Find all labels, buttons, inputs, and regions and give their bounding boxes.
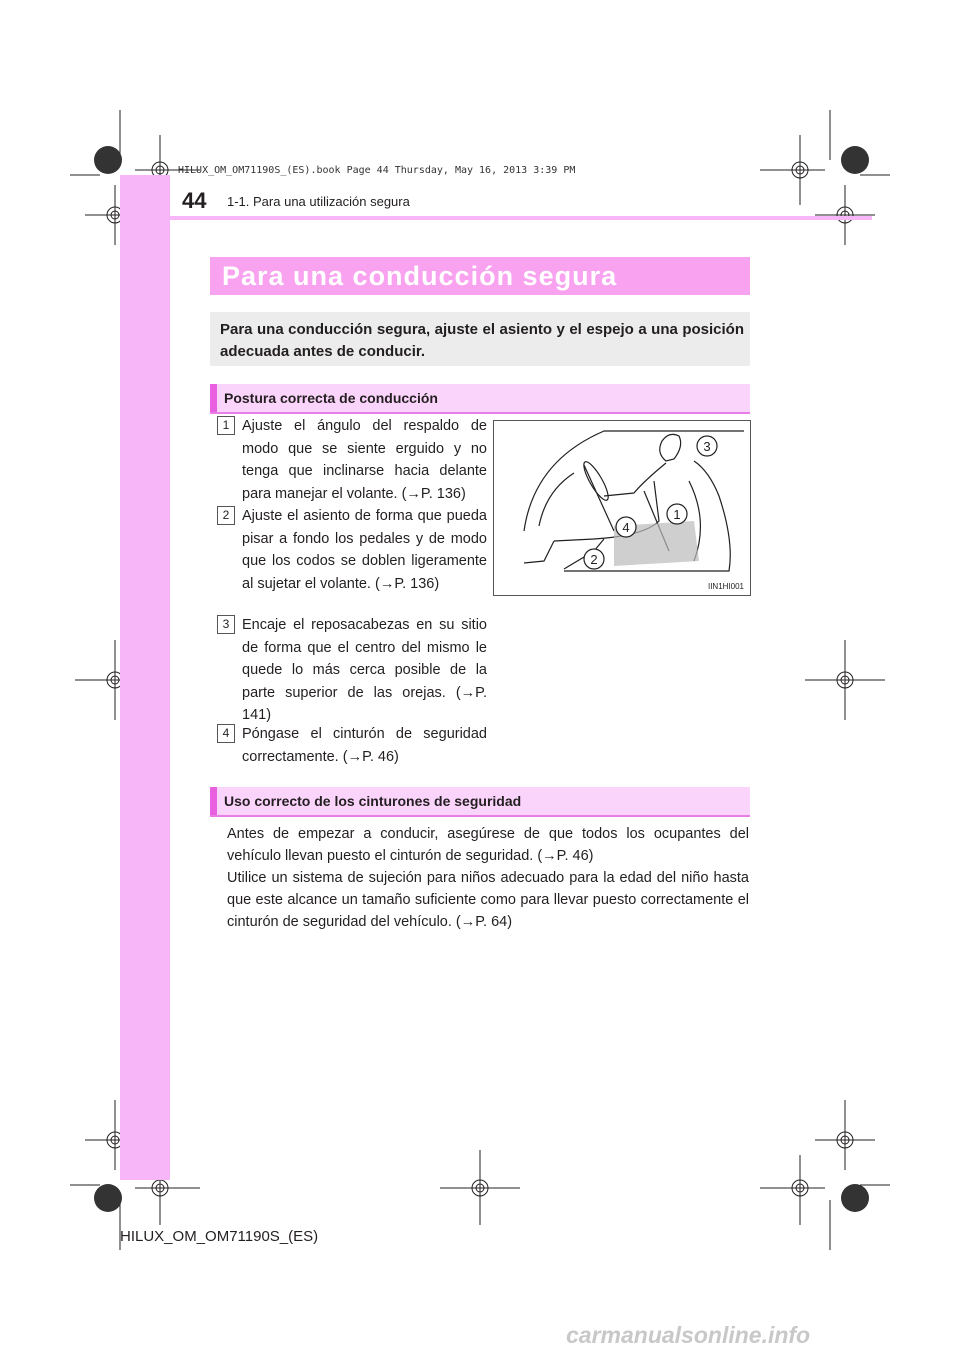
item-number: 3 <box>217 615 235 634</box>
footer-code: HILUX_OM_OM71190S_(ES) <box>120 1228 319 1245</box>
list-item <box>217 723 489 769</box>
driving-posture-illustration <box>493 420 751 596</box>
paragraph: Antes de empezar a conducir, asegúrese de que todos los ocupantes del vehículo llevan puesto el cinturón de seguridad. (→P. 46) <box>227 826 749 864</box>
list-item <box>217 505 489 617</box>
header-rule <box>120 216 872 220</box>
driver-seat-drawing <box>494 421 750 595</box>
item-number: 1 <box>217 416 235 435</box>
callout-3: 3 <box>703 439 711 454</box>
book-stamp: HILUX_OM_OM71190S_(ES).book Page 44 Thursday, May 16, 2013 3:39 PM <box>178 165 576 176</box>
item-number: 4 <box>217 724 235 743</box>
intro-text: Para una conducción segura, ajuste el asiento y el espejo a una posición adecuada antes de conducir. <box>220 321 744 360</box>
item-text: Ajuste el asiento de forma que pueda pisar a fondo los pedales y de modo que los codos se doblen ligeramente al sujetar el volante. (→P. 136) <box>242 508 487 592</box>
title-band <box>210 257 750 295</box>
section-heading-text: Uso correcto de los cinturones de seguridad <box>224 793 522 809</box>
item-text: Encaje el reposacabezas en su sitio de forma que el centro del mismo le quede lo más cerca posible de la parte superior de las orejas. (→P. 141) <box>242 617 487 723</box>
page-title: Para una conducción segura <box>222 261 618 291</box>
callout-4: 4 <box>622 520 630 535</box>
callout-1: 1 <box>673 507 681 522</box>
section-marker <box>210 384 217 412</box>
page-number: 44 <box>182 188 207 213</box>
list-item <box>217 415 489 505</box>
section-heading-posture <box>210 384 750 414</box>
section-heading-seatbelts <box>210 787 750 817</box>
item-text: Póngase el cinturón de seguridad correctamente. (→P. 46) <box>242 726 487 765</box>
section-marker <box>210 787 217 815</box>
item-number: 2 <box>217 506 235 525</box>
running-head: 1-1. Para una utilización segura <box>227 194 410 209</box>
list-item <box>217 614 489 726</box>
section-heading-text: Postura correcta de conducción <box>224 390 438 406</box>
watermark: carmanualsonline.info <box>566 1322 811 1348</box>
side-tab-bar <box>120 175 170 1180</box>
intro-box <box>210 312 750 366</box>
seatbelt-text <box>227 823 749 933</box>
paragraph: Utilice un sistema de sujeción para niños adecuado para la edad del niño hasta que este alcance un tamaño suficiente como para llevar puesto correctamente el cinturón de seguridad del vehículo. (→P. 64) <box>227 870 749 930</box>
figure-code: IIN1HI001 <box>707 582 744 591</box>
callout-2: 2 <box>590 552 598 567</box>
item-text: Ajuste el ángulo del respaldo de modo que se siente erguido y no tenga que inclinarse hacia delante para manejar el volante. (→P. 136) <box>242 418 487 502</box>
